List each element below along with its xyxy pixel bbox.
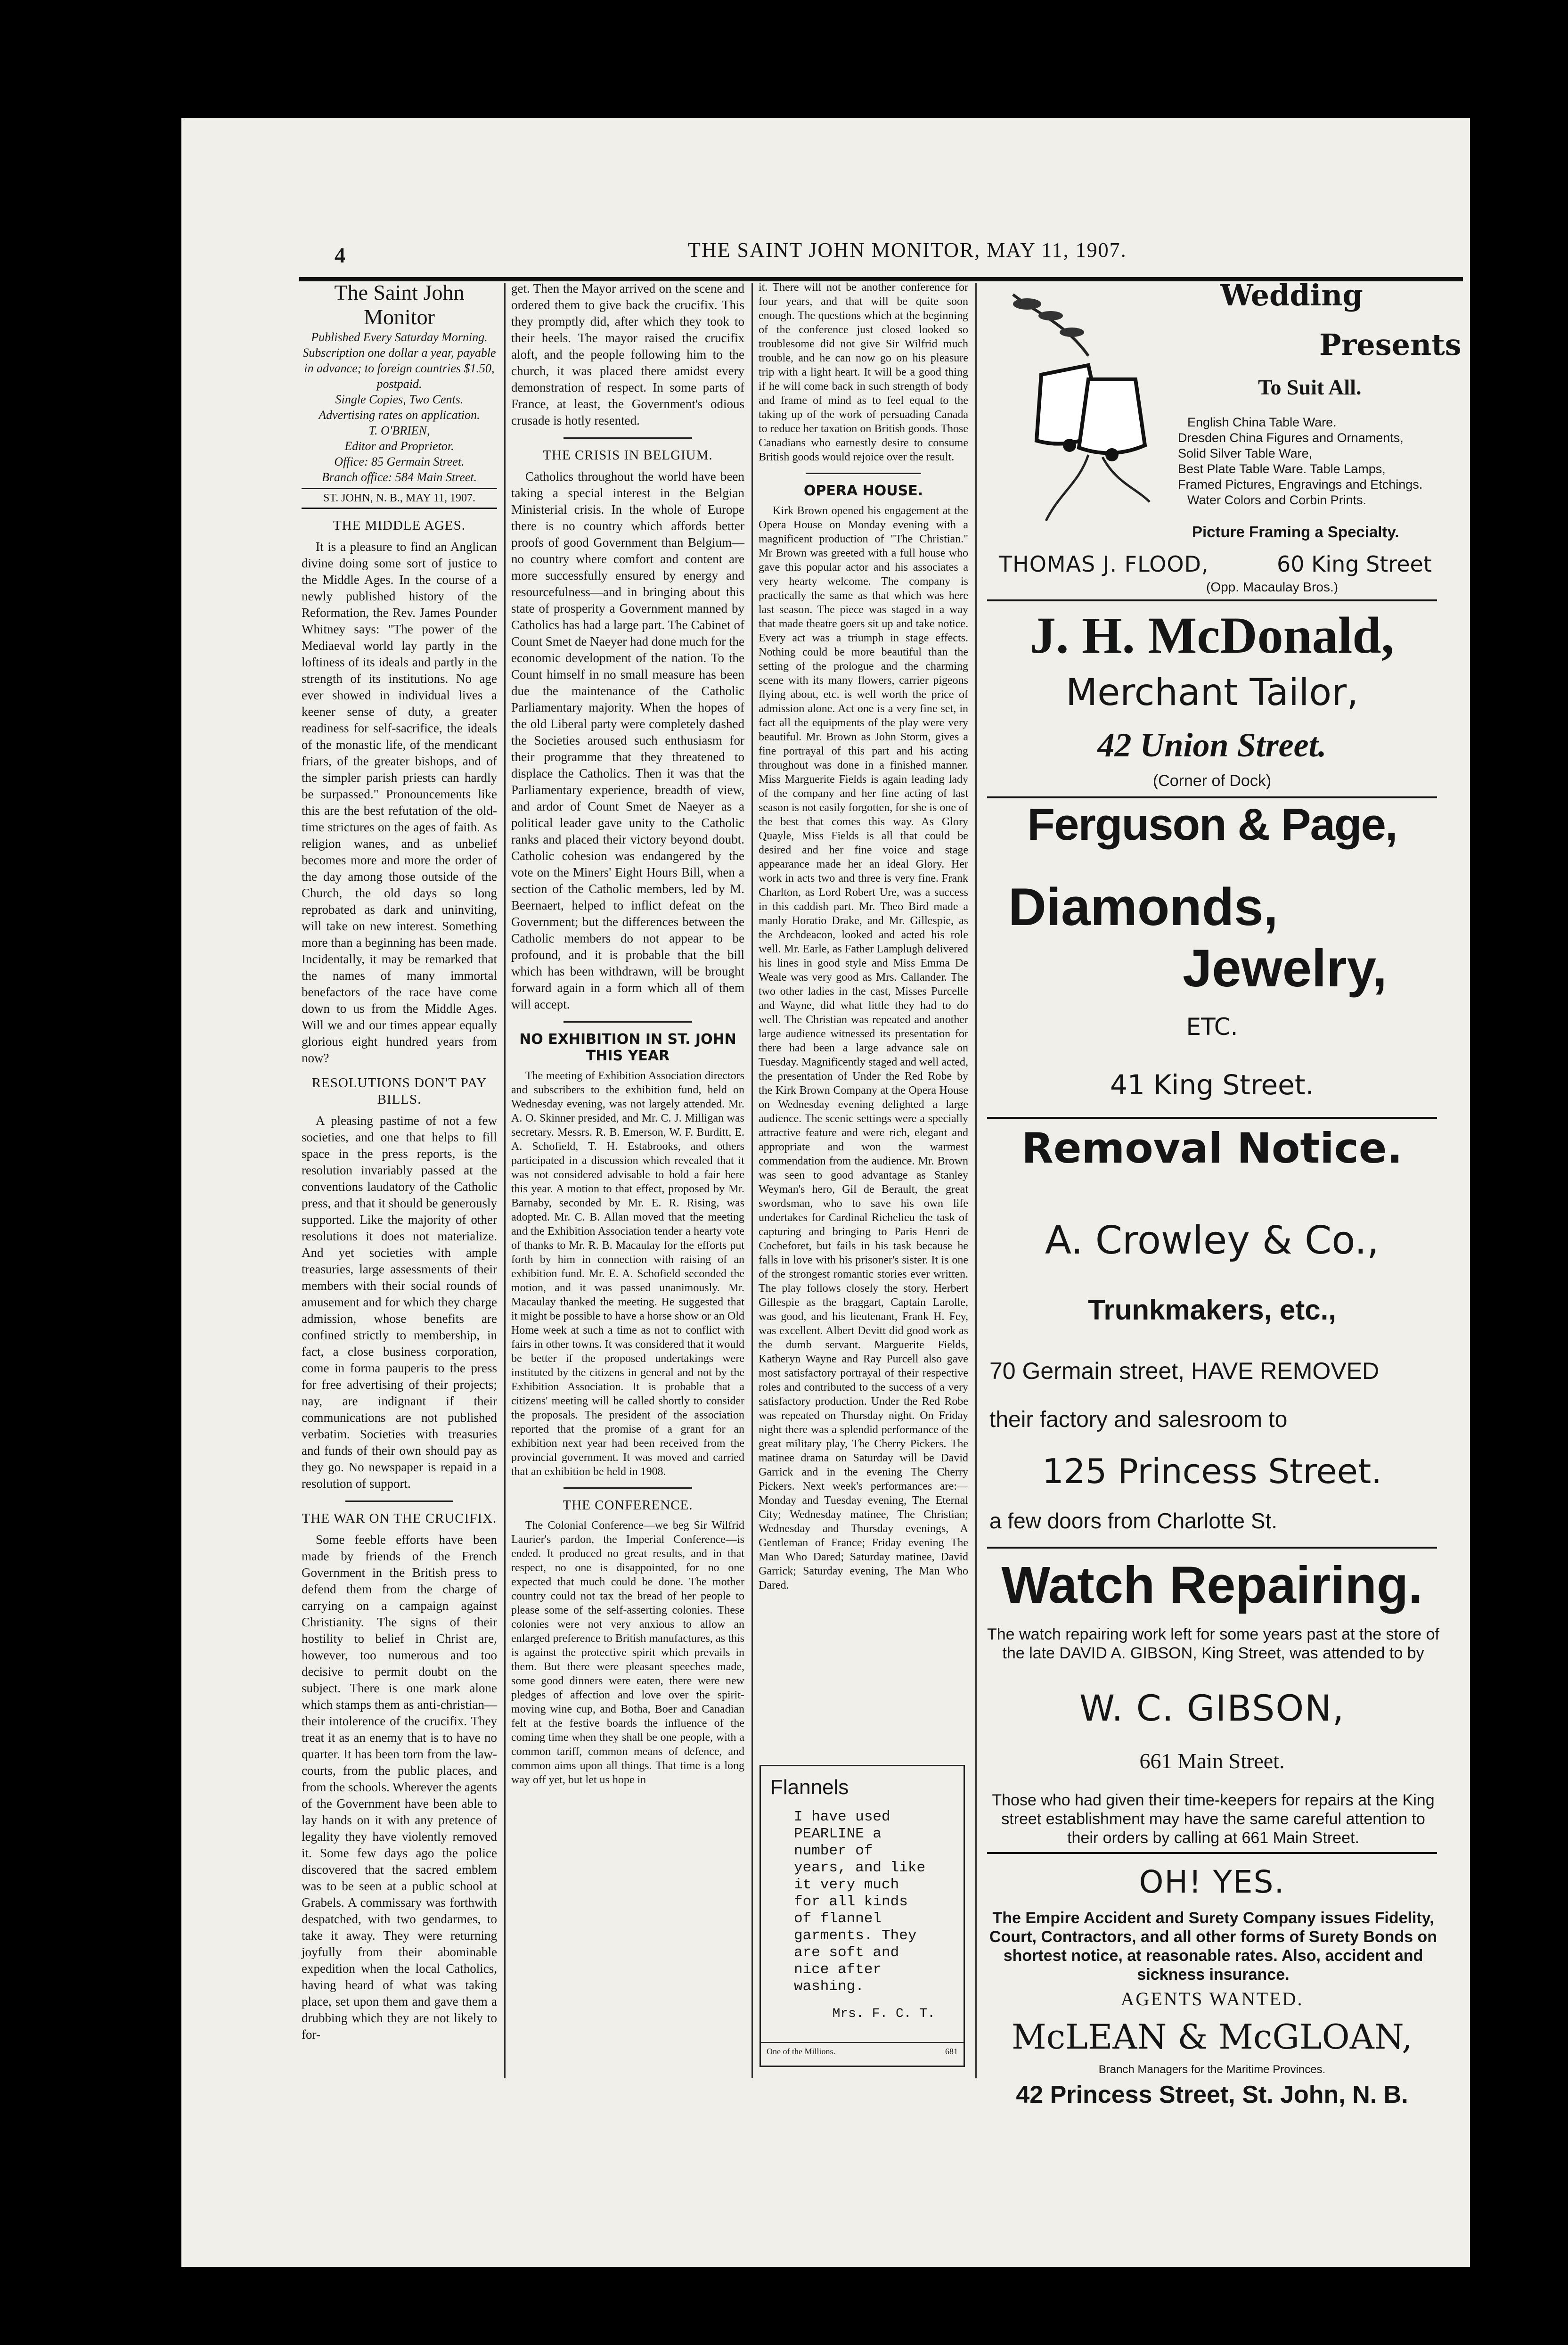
ad-rule [987, 1547, 1437, 1549]
pearline-body: I have used PEARLINE a number of years, and like it very much for all kinds of flannel garments. They are soft and nice after washing. [794, 1809, 926, 1995]
watch-intro: The watch repairing work left for some years past at the store of the late DAVID A. GIBSON, King Street, was attended to by [987, 1625, 1439, 1662]
separator [564, 1487, 692, 1489]
column-1 [302, 280, 497, 2043]
masthead [302, 280, 497, 485]
masthead-line: Subscription one dollar a year, payable in advance; to foreign countries $1.50, postpaid. [302, 346, 496, 391]
ohyes-address: 42 Princess Street, St. John, N. B. [1016, 2081, 1408, 2108]
headline-exhibition: NO EXHIBITION IN ST. JOHN THIS YEAR [519, 1031, 736, 1064]
headline-resolutions: RESOLUTIONS DON'T PAY BILLS. [311, 1075, 487, 1107]
headline-belgium: THE CRISIS IN BELGIUM. [543, 448, 713, 463]
separator [345, 1500, 453, 1502]
masthead-line: Branch office: 584 Main Street. [321, 470, 477, 484]
article-middle-ages: It is a pleasure to find an Anglican divine doing some sort of justice to the Middle Ages. In the course of a newly published history of the Reformation, the Rev. James Pounder Whitney says: "The power of the Mediaeval world lay partly in the loftiness of its ideals and partly in the strength of its institutions. No age ever showed in individual lives a keener sense of duty, a greater readiness for self-sacrifice, the ideals of the monastic life, of the mendicant friars, of the greater bishops, and of the simpler parish priests can hardly be surpassed." Pronouncements like this are the best refutation of the old-time strictures on the ages of faith. As religion wanes, and as unbelief becomes more and more the order of the day among those outside of the Church, the old days so long reprobated as dark and uninviting, will take on new interest. Something more than a beginning has been made. Incidentally, it may be remarked that the names of many immortal benefactors of the race have come down to us from the Middle Ages. Will we and our times appear equally glorious eight hundred years from now? [302, 540, 497, 1065]
pearline-ad [760, 1765, 965, 2067]
ferguson-diamonds: Diamonds, [1008, 877, 1278, 936]
removal-line4: a few doors from Charlotte St. [989, 1509, 1278, 1533]
removal-title: Removal Notice. [1021, 1124, 1403, 1172]
mcdonald-trade: Merchant Tailor, [1065, 672, 1359, 714]
wedding-line2: Presents [1319, 328, 1462, 362]
headline-middle-ages: THE MIDDLE AGES. [333, 518, 466, 533]
removal-line3: 125 Princess Street. [1042, 1451, 1382, 1491]
watch-name: W. C. GIBSON, [1079, 1687, 1345, 1729]
wedding-item: English China Table Ware. [1187, 415, 1337, 429]
wedding-opp: (Opp. Macaulay Bros.) [1206, 580, 1339, 594]
masthead-line: Advertising rates on application. [318, 408, 480, 422]
ohyes-firm: McLEAN & McGLOAN, [1012, 2017, 1413, 2057]
watch-address: 661 Main Street. [1139, 1749, 1285, 1773]
column-divider [504, 283, 506, 2078]
column-divider [975, 283, 977, 2078]
removal-line2: their factory and salesroom to [989, 1407, 1288, 1432]
ad-rule [987, 1117, 1437, 1119]
ohyes-title: OH! YES. [1139, 1864, 1285, 1900]
headline-opera: OPERA HOUSE. [803, 483, 923, 499]
pearline-footer-left: One of the Millions. [767, 2047, 835, 2056]
masthead-line: Single Copies, Two Cents. [335, 393, 464, 406]
masthead-line: Office: 85 Germain Street. [334, 455, 465, 468]
removal-trade: Trunkmakers, etc., [1088, 1294, 1336, 1326]
ohyes-body: The Empire Accident and Surety Company issues Fidelity, Court, Contractors, and all other forms of Surety Bonds on shortest notice, at reasonable rates. Also, accident and sickness insurance. [989, 1909, 1437, 1984]
article-crucifix-continued: get. Then the Mayor arrived on the scene and ordered them to give back the crucifix. This they promptly did, after which they took to their heels. The mayor raised the crucifix aloft, and the people following him to the church, it was placed there amidst every demonstration of respect. In some parts of France, at least, the Government's odious crusade is hotly resented. [511, 281, 744, 427]
wedding-item: Best Plate Table Ware. Table Lamps, [1178, 462, 1386, 476]
removal-line1: 70 Germain street, HAVE REMOVED [989, 1358, 1380, 1384]
removal-firm: A. Crowley & Co., [1045, 1218, 1380, 1263]
mcdonald-corner: (Corner of Dock) [1152, 772, 1272, 790]
ad-rule [987, 599, 1437, 601]
masthead-line: Editor and Proprietor. [344, 439, 454, 453]
article-belgium: Catholics throughout the world have been taking a special interest in the Belgian Ministerial crisis. In the whole of Europe there is no country which affords better proofs of good Government than Belgium—no country where comfort and content are more successfully ensured by energy and resourcefulness—and in bringing about this state of prosperity a Government manned by Catholics has had a large part. The Cabinet of Count Smet de Naeyer had done much for the economic development of the nation. To the Count himself in no small measure has been due the maintenance of the Catholic Parliamentary majority. When the hopes of the old Liberal party were completely dashed the Societies aroused such enthusiasm for their programme that they threatened to displace the Catholics. Then it was that the Parliamentary experience, breadth of view, and ardor of Count Smet de Naeyer as a political leader gave unity to the Catholic ranks and placed their victory beyond doubt. Catholic cohesion was endangered by the vote on the Miners' Eight Hours Bill, when a section of the Catholic members, led by M. Beernaert, helped to inflict defeat on the Government; but the differences between the Catholic members do not appear to be profound, and it is probable that the bill which has been withdrawn, will be brought forward again in a form which all of them will accept. [511, 469, 744, 1011]
ferguson-etc: ETC. [1186, 1013, 1238, 1041]
article-conference: The Colonial Conference—we beg Sir Wilfrid Laurier's pardon, the Imperial Conference—is ended. It produced no great results, and in that respect, no one is disappointed, for no one expected that much could be done. The mother country could not tax the bread of her people to please some of the self-asserting colonies. These colonies were not very anxious to allow an enlarged preference to British manufactures, as this is against the protective spirit which prevails in them. But there were pleasant speeches made, some good dinners were eaten, there were new pledges of affection and love over the spirit-moving wine cup, and Botha, Boer and Canadian felt at the festive boards the influence of the coming time when they shall be one people, with a common tariff, common means of defence, and common aims upon all things. That time is a long way off yet, but let us hope in [511, 1519, 744, 1786]
ad-rule [987, 796, 1437, 798]
column-2 [511, 280, 744, 1787]
bells-icon [994, 285, 1164, 530]
masthead-title: The Saint John Monitor [334, 280, 465, 329]
wedding-framing: Picture Framing a Specialty. [1192, 523, 1399, 541]
pearline-signature: Mrs. F. C. T. [832, 2007, 935, 2021]
separator [806, 473, 921, 474]
ferguson-address: 41 King Street. [1110, 1069, 1315, 1101]
separator [564, 1021, 692, 1023]
masthead-line: T. O'BRIEN, [368, 424, 430, 437]
column-divider [751, 283, 753, 2078]
mcdonald-address: 42 Union Street. [1097, 726, 1327, 764]
page-number: 4 [335, 243, 345, 267]
wedding-item: Water Colors and Corbin Prints. [1187, 493, 1367, 507]
mcdonald-name: J. H. McDonald, [1029, 607, 1395, 664]
wedding-firm: THOMAS J. FLOOD, [999, 551, 1209, 577]
wedding-item: Solid Silver Table Ware, [1178, 446, 1313, 460]
article-conference-continued: it. There will not be another conference for four years, and that will be quite soon enough. The questions which at the beginning of the conference just closed looked so troublesome did not give Sir Wilfrid much trouble, and he can now go on his pleasure trip with a light heart. It will be a good thing if he will come back in such strength of body and frame of mind as to feel equal to the taking up of the work of persuading Canada to reduce her taxation on British goods. Those Canadians who earnestly desire to consume British goods would rejoice over the result. [759, 281, 968, 463]
pearline-title: Flannels [770, 1776, 849, 1799]
dateline: ST. JOHN, N. B., MAY 11, 1907. [302, 488, 497, 509]
wedding-item: Dresden China Figures and Ornaments, [1178, 431, 1404, 445]
wedding-line1: Wedding [1220, 278, 1363, 312]
ohyes-managers: Branch Managers for the Maritime Provinces. [1098, 2063, 1326, 2076]
ferguson-jewelry: Jewelry, [1183, 939, 1387, 998]
ferguson-name: Ferguson & Page, [1027, 799, 1397, 850]
article-exhibition: The meeting of Exhibition Association directors and subscribers to the exhibition fund, held on Wednesday evening, was not largely attended. Mr. A. O. Skinner presided, and Mr. C. J. Milligan was secretary. Messrs. R. B. Emerson, W. F. Burditt, E. A. Schofield, T. H. Estabrooks, and others participated in a discussion which revealed that it was not considered advisable to hold a fair here this year. A motion to that effect, proposed by Mr. Barnaby, seconded by Mr. E. R. Rising, was adopted. Mr. C. B. Allan moved that the meeting and the Exhibition Association tender a hearty vote of thanks to Mr. R. B. Macaulay for the efforts put forth by him in connection with raising of an exhibition fund. Mr. E. A. Schofield seconded the motion, and it was passed unanimously. Mr. Macaulay thanked the meeting. He suggested that it might be possible to have a horse show or an Old Home week at such a time as not to conflict with fairs in other towns. It was considered that it would be better if the proposed undertakings were instituted by the citizens in general and not by the Exhibition Association. It is probable that a citizens' meeting will be called shortly to consider the proposals. The president of the association reported that the promise of a grant for an exhibition next year had been received from the provincial government. It was moved and carried that an exhibition be held in 1908. [511, 1070, 744, 1478]
wedding-item: Framed Pictures, Engravings and Etchings. [1178, 477, 1423, 492]
masthead-line: Published Every Saturday Morning. [311, 330, 488, 344]
article-crucifix: Some feeble efforts have been made by friends of the French Government in the British press to defend them from the charge of carrying on a campaign against Christianity. The signs of their hostility to belief in Christ are, however, too numerous and too decisive to permit doubt on the subject. There is one mark alone which stamps them as anti-christian—their intolerence of the crucifix. They treat it as an enemy that is to have no quarter. It has been torn from the law-courts, from the public places, and from the schools. Wherever the agents of the Government have been able to lay hands on it with any pretence of legality they have violently removed it. Some few days ago the police discovered that the sacred emblem was to be seen at a public school at Grabels. A commissary was forthwith despatched, with two gendarmes, to take it away. They were returning joyfully from their abominable expedition when the local Catholics, having heard of what was taking place, set upon them and gave them a drubbing which they are not likely to for- [302, 1533, 497, 2042]
headline-conference: THE CONFERENCE. [563, 1498, 693, 1513]
column-3 [759, 280, 968, 1755]
wedding-items [1178, 415, 1442, 508]
watch-title: Watch Repairing. [1001, 1556, 1423, 1614]
article-opera: Kirk Brown opened his engagement at the Opera House on Monday evening with a magnificent production of "The Christian." Mr Brown was greeted with a full house who gave this popular actor and his associates a very hearty welcome. The company is practically the same as that which was here last season. The piece was staged in a way that made theatre goers sit up and take notice. Every act was a triumph in stage effects. Nothing could be more beautiful than the setting of the prologue and the charming scene with its many flowers, carrier pigeons flying about, etc. is well worth the price of admission alone. Act one is a very fine set, in fact all the equipments of the play were very beautiful. Mr. Brown as John Storm, gives a fine portrayal of this part and his acting throughout was done in a finished manner. Miss Marguerite Fields is again leading lady of the company and her fine acting of last season is not easily forgotten, for she is one of the best that comes this way. As Glory Quayle, Miss Fields is all that could be desired and her fine voice and stage appearance made her an ideal Glory. Her work in acts two and three is very fine. Frank Charlton, as Lord Robert Ure, was a success in this caddish part. Mr. Theo Bird made a manly Horatio Drake, and Mr. Gillespie, as the Archdeacon, looked and acted his role well. Mr. Earle, as Father Lamplugh delivered his lines in good style and Miss Emma De Weale was very good as Mrs. Callander. The two other ladies in the cast, Misses Purcelle and Wayne, did what little they had to do well. The Christian was repeated and another large audience witnessed its presentation for there had been a large advance sale on Tuesday. Magnificently staged and well acted, the presentation of Under the Red Robe by the Kirk Brown Company at the Opera House on Wednesday evening delighted a large audience. The scenic settings were a specially attractive feature and were rich, elegant and appropriate and won the warmest commendation from the audience. Mr. Brown was seen to good advantage as Stanley Weyman's hero, Gil de Berault, the great swordsman, who to save his own life undertakes for Cardinal Richelieu the task of capturing and bringing to Paris Henri de Cocheforet, but fails in his task because he falls in love with his prisoner's sister. It is one of the strongest romantic stories ever written. The play follows closely the story. Herbert Gillespie as the braggart, Captain Larolle, was good, and his lieutenant, Frank H. Fey, was excellent. Albert Devitt did good work as the dumb servant. Marguerite Fields, Katheryn Wayne and Ray Purcell also gave most satisfactory portrayal of their respective roles and contributed to the success of a very satisfactory production. Under the Red Robe was repeated on Thursday night. On Friday night there was a splendid performance of the great military play, The Cherry Pickers. The matinee drama on Saturday will be David Garrick and in the evening The Cherry Pickers. Next week's performances are:—Monday and Tuesday evening, The Eternal City; Wednesday matinee, The Christian; Wednesday and Thursday evenings, A Gentleman of France; Friday evening The Man Who Dared; Saturday matinee, David Garrick; Saturday evening, The Man Who Dared. [759, 505, 968, 1591]
article-resolutions: A pleasing pastime of not a few societies, and one that helps to fill space in the press reports, is the resolution invariably passed at the conventions laudatory of the Catholic press, and that it should be generously supported. Like the majority of other resolutions it does not materialize. And yet societies with ample treasuries, large assessments of their members with their social rounds of amusement and for which they charge admission, whose benefits are confined strictly to membership, in fact, a close business corporation, come in forma pauperis to the press for free advertising of their projects; nay, are indignant if their communications are not published verbatim. Societies with treasuries and funds of their own should pay as they go. No newspaper is repaid in a resolution of support. [302, 1114, 497, 1491]
separator [564, 437, 692, 439]
ad-rule [987, 1852, 1437, 1854]
pearline-footer-right: 681 [945, 2047, 958, 2056]
watch-closing: Those who had given their time-keepers for repairs at the King street establishment may have the same careful attention to their orders by calling at 661 Main Street. [992, 1791, 1435, 1847]
page-header-title: THE SAINT JOHN MONITOR, MAY 11, 1907. [688, 238, 1127, 262]
wedding-line3: To Suit All. [1258, 375, 1362, 399]
wedding-address: 60 King Street [1277, 551, 1432, 577]
headline-crucifix: THE WAR ON THE CRUCIFIX. [302, 1511, 497, 1526]
ohyes-agents: AGENTS WANTED. [1120, 1988, 1304, 2009]
